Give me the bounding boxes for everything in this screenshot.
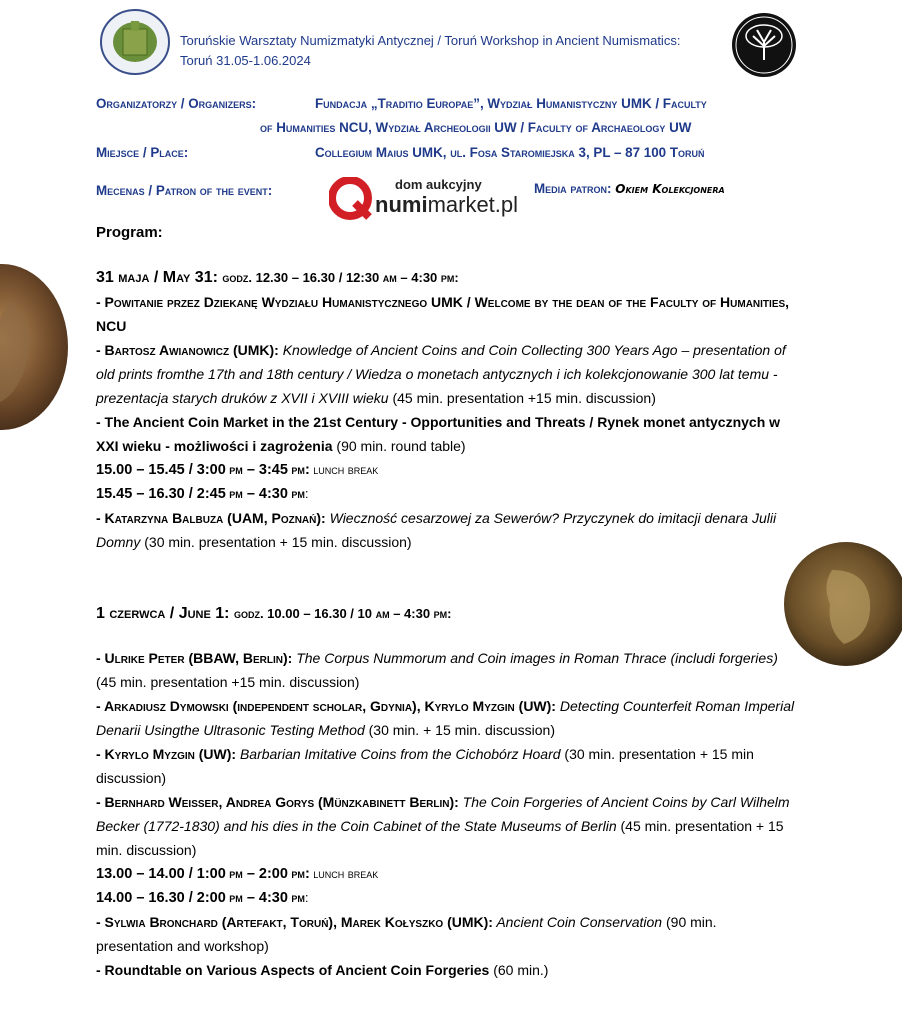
- day2-session2: 14.00 – 16.30 / 2:00 pm – 4:30 pm:: [96, 890, 309, 906]
- numimarket-top: dom aukcyjny: [395, 177, 482, 192]
- media-label: Media patron:: [534, 181, 612, 196]
- day2-item-5: - Sylwia Bronchard (Artefakt, Toruń), Marek Kołyszko (UMK): Ancient Coin Conservation (90 min. presentation and workshop): [96, 914, 717, 954]
- place-value: Collegium Maius UMK, ul. Fosa Staromiejska 3, PL – 87 100 Toruń: [315, 145, 705, 160]
- severus-coin-image: [782, 540, 902, 668]
- organizers-line2-row: [260, 118, 691, 138]
- numimarket-logo: [329, 177, 519, 221]
- day1-session2: 15.45 – 16.30 / 2:45 pm – 4:30 pm:: [96, 486, 309, 502]
- patron-row: [96, 172, 816, 224]
- numimarket-brand-a: numi: [375, 192, 428, 217]
- place-label: Miejsce / Place:: [96, 145, 189, 160]
- numimarket-icon: [329, 177, 373, 221]
- numimarket-brand-b: market.pl: [427, 192, 519, 217]
- day1-section: [96, 266, 796, 554]
- day2-heading: 1 czerwca / June 1:: [96, 605, 230, 622]
- day2-item-4: - Bernhard Weisser, Andrea Gorys (Münzkabinett Berlin): The Coin Forgeries of Ancient Coins by Carl Wilhelm Becker (1772-1830) and his dies in the Coin Cabinet of the State Museums of Berlin (45 min. presentation + 15 min. discussion): [96, 794, 790, 858]
- event-title: Toruńskie Warsztaty Numizmatyki Antycznej / Toruń Workshop in Ancient Numismatics:: [180, 33, 681, 48]
- event-dates: Toruń 31.05-1.06.2024: [180, 53, 311, 68]
- day1-item-4: - Katarzyna Balbuza (UAM, Poznań): Wieczność cesarzowej za Sewerów? Przyczynek do imitacji denara Julii Domny (30 min. presentation + 15 min. discussion): [96, 510, 777, 550]
- day2-lunch-break: 13.00 – 14.00 / 1:00 pm – 2:00 pm: lunch break: [96, 866, 379, 882]
- traditio-europae-logo: [729, 12, 799, 78]
- day1-item-1: - Powitanie przez Dziekanę Wydziału Humanistycznego UMK / Welcome by the dean of the Faculty of Humanities, NCU: [96, 294, 790, 334]
- day2-item-3: - Kyrylo Myzgin (UW): Barbarian Imitative Coins from the Cichobórz Hoard (30 min. presentation + 15 min discussion): [96, 746, 754, 786]
- day2-item-2: - Arkadiusz Dymowski (independent scholar, Gdynia), Kyrylo Myzgin (UW): Detecting Counterfeit Roman Imperial Denarii Usingthe Ultrasonic Testing Method (30 min. + 15 min. discussion): [96, 698, 795, 738]
- day2-item-6: - Roundtable on Various Aspects of Ancient Coin Forgeries (60 min.): [96, 962, 549, 978]
- day2-hours: godz. 10.00 – 16.30 / 10 am – 4:30 pm:: [233, 606, 452, 621]
- day1-heading: 31 maja / May 31:: [96, 269, 218, 286]
- day1-item-2: - Bartosz Awianowicz (UMK): Knowledge of Ancient Coins and Coin Collecting 300 Years Ago – presentation of old prints fromthe 17th and 18th century / Wiedza o monetach antycznych i ich kolekcjonowanie 300 lat temu - prezentacja starych druków z XVII i XVIII wieku (45 min. presentation +15 min. discussion): [96, 342, 786, 406]
- organizers-label: Organizatorzy / Organizers:: [96, 96, 257, 111]
- day2-section: [96, 602, 796, 982]
- patron-label: Mecenas / Patron of the event:: [96, 183, 273, 198]
- day2-item-1: - Ulrike Peter (BBAW, Berlin): The Corpus Nummorum and Coin images in Roman Thrace (includi forgeries) (45 min. presentation +15 min. discussion): [96, 650, 778, 690]
- organizers-line1: Fundacja „Traditio Europae”, Wydział Humanistyczny UMK / Faculty: [315, 96, 707, 111]
- organizers-row: [96, 94, 816, 114]
- media-patron: [534, 181, 725, 196]
- event-header: [180, 31, 680, 71]
- place-row: [96, 143, 816, 163]
- media-value: Okiem Kolekcjonera: [615, 182, 725, 196]
- roman-coin-image: [0, 262, 70, 432]
- day1-item-3: - The Ancient Coin Market in the 21st Century - Opportunities and Threats / Rynek monet antycznych w XXI wieku - możliwości i zagrożenia (90 min. round table): [96, 414, 781, 454]
- workshop-logo: [98, 7, 172, 77]
- day1-lunch-break: 15.00 – 15.45 / 3:00 pm – 3:45 pm: lunch break: [96, 462, 379, 478]
- program-title: Program:: [96, 224, 163, 241]
- day1-hours: godz. 12.30 – 16.30 / 12:30 am – 4:30 pm:: [222, 270, 459, 285]
- organizers-line2: of Humanities NCU, Wydział Archeologii UW / Faculty of Archaeology UW: [260, 120, 692, 135]
